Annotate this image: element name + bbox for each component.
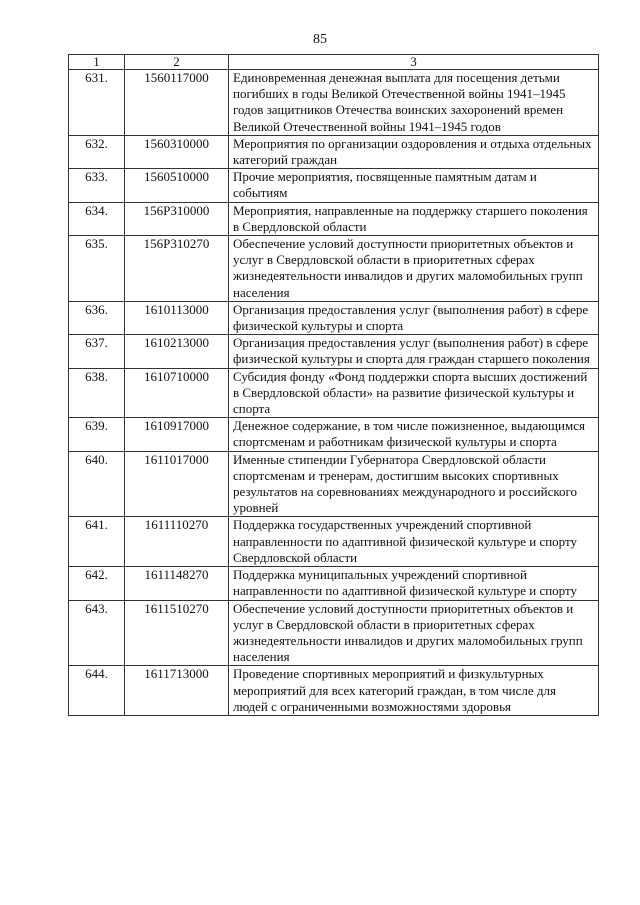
expense-name: Единовременная денежная выплата для посещения детьми погибших в годы Великой Отечественной войны 1941–1945 годов защитников Отечества воинских захоронений времен Великой Отечественной войны 1941–1945 годов	[229, 70, 599, 136]
budget-code: 1611110270	[125, 517, 229, 567]
row-number: 639.	[69, 418, 125, 451]
column-header-1: 1	[69, 55, 125, 70]
expense-name: Проведение спортивных мероприятий и физкультурных мероприятий для всех категорий граждан, в том числе для людей с ограниченными возможностями здоровья	[229, 666, 599, 716]
expense-name: Денежное содержание, в том числе пожизненное, выдающимся спортсменам и работникам физической культуры и спорта	[229, 418, 599, 451]
row-number: 641.	[69, 517, 125, 567]
budget-code: 1611510270	[125, 600, 229, 666]
table-row	[69, 418, 599, 451]
table-row	[69, 301, 599, 334]
table-row	[69, 517, 599, 567]
table-row	[69, 70, 599, 136]
expense-name: Субсидия фонду «Фонд поддержки спорта высших достижений в Свердловской области» на развитие физической культуры и спорта	[229, 368, 599, 418]
row-number: 631.	[69, 70, 125, 136]
budget-code: 156Р310270	[125, 236, 229, 302]
expense-name: Организация предоставления услуг (выполнения работ) в сфере физической культуры и спорта	[229, 301, 599, 334]
budget-code: 1611713000	[125, 666, 229, 716]
table-row	[69, 335, 599, 368]
expense-name: Прочие мероприятия, посвященные памятным датам и событиям	[229, 169, 599, 202]
budget-code: 1610710000	[125, 368, 229, 418]
table-row	[69, 202, 599, 235]
row-number: 636.	[69, 301, 125, 334]
expense-name: Мероприятия, направленные на поддержку старшего поколения в Свердловской области	[229, 202, 599, 235]
table-row	[69, 600, 599, 666]
row-number: 643.	[69, 600, 125, 666]
page-number: 85	[313, 32, 327, 47]
row-number: 637.	[69, 335, 125, 368]
budget-code: 1610917000	[125, 418, 229, 451]
budget-code: 1560117000	[125, 70, 229, 136]
table-row	[69, 451, 599, 517]
table-row	[69, 567, 599, 600]
row-number: 632.	[69, 135, 125, 168]
table-row	[69, 135, 599, 168]
column-header-3: 3	[229, 55, 599, 70]
row-number: 640.	[69, 451, 125, 517]
budget-code: 1611148270	[125, 567, 229, 600]
budget-code: 1611017000	[125, 451, 229, 517]
table-row	[69, 666, 599, 716]
row-number: 642.	[69, 567, 125, 600]
table-row	[69, 169, 599, 202]
expense-name: Обеспечение условий доступности приоритетных объектов и услуг в Свердловской области в приоритетных сферах жизнедеятельности инвалидов и других маломобильных групп населения	[229, 236, 599, 302]
expense-name: Организация предоставления услуг (выполнения работ) в сфере физической культуры и спорта для граждан старшего поколения	[229, 335, 599, 368]
expense-name: Именные стипендии Губернатора Свердловской области спортсменам и тренерам, достигшим высоких спортивных результатов на соревнованиях международного и российского уровней	[229, 451, 599, 517]
row-number: 634.	[69, 202, 125, 235]
budget-code: 1610113000	[125, 301, 229, 334]
table-body	[69, 70, 599, 716]
budget-codes-table	[68, 54, 599, 716]
table-row	[69, 236, 599, 302]
row-number: 635.	[69, 236, 125, 302]
expense-name: Обеспечение условий доступности приоритетных объектов и услуг в Свердловской области в приоритетных сферах жизнедеятельности инвалидов и других маломобильных групп населения	[229, 600, 599, 666]
budget-code: 156Р310000	[125, 202, 229, 235]
expense-name: Мероприятия по организации оздоровления и отдыха отдельных категорий граждан	[229, 135, 599, 168]
table-header-row	[69, 55, 599, 70]
table-row	[69, 368, 599, 418]
row-number: 644.	[69, 666, 125, 716]
budget-code: 1560510000	[125, 169, 229, 202]
budget-code: 1560310000	[125, 135, 229, 168]
row-number: 633.	[69, 169, 125, 202]
column-header-2: 2	[125, 55, 229, 70]
expense-name: Поддержка муниципальных учреждений спортивной направленности по адаптивной физической культуре и спорту	[229, 567, 599, 600]
budget-code: 1610213000	[125, 335, 229, 368]
row-number: 638.	[69, 368, 125, 418]
expense-name: Поддержка государственных учреждений спортивной направленности по адаптивной физической культуре и спорту Свердловской области	[229, 517, 599, 567]
